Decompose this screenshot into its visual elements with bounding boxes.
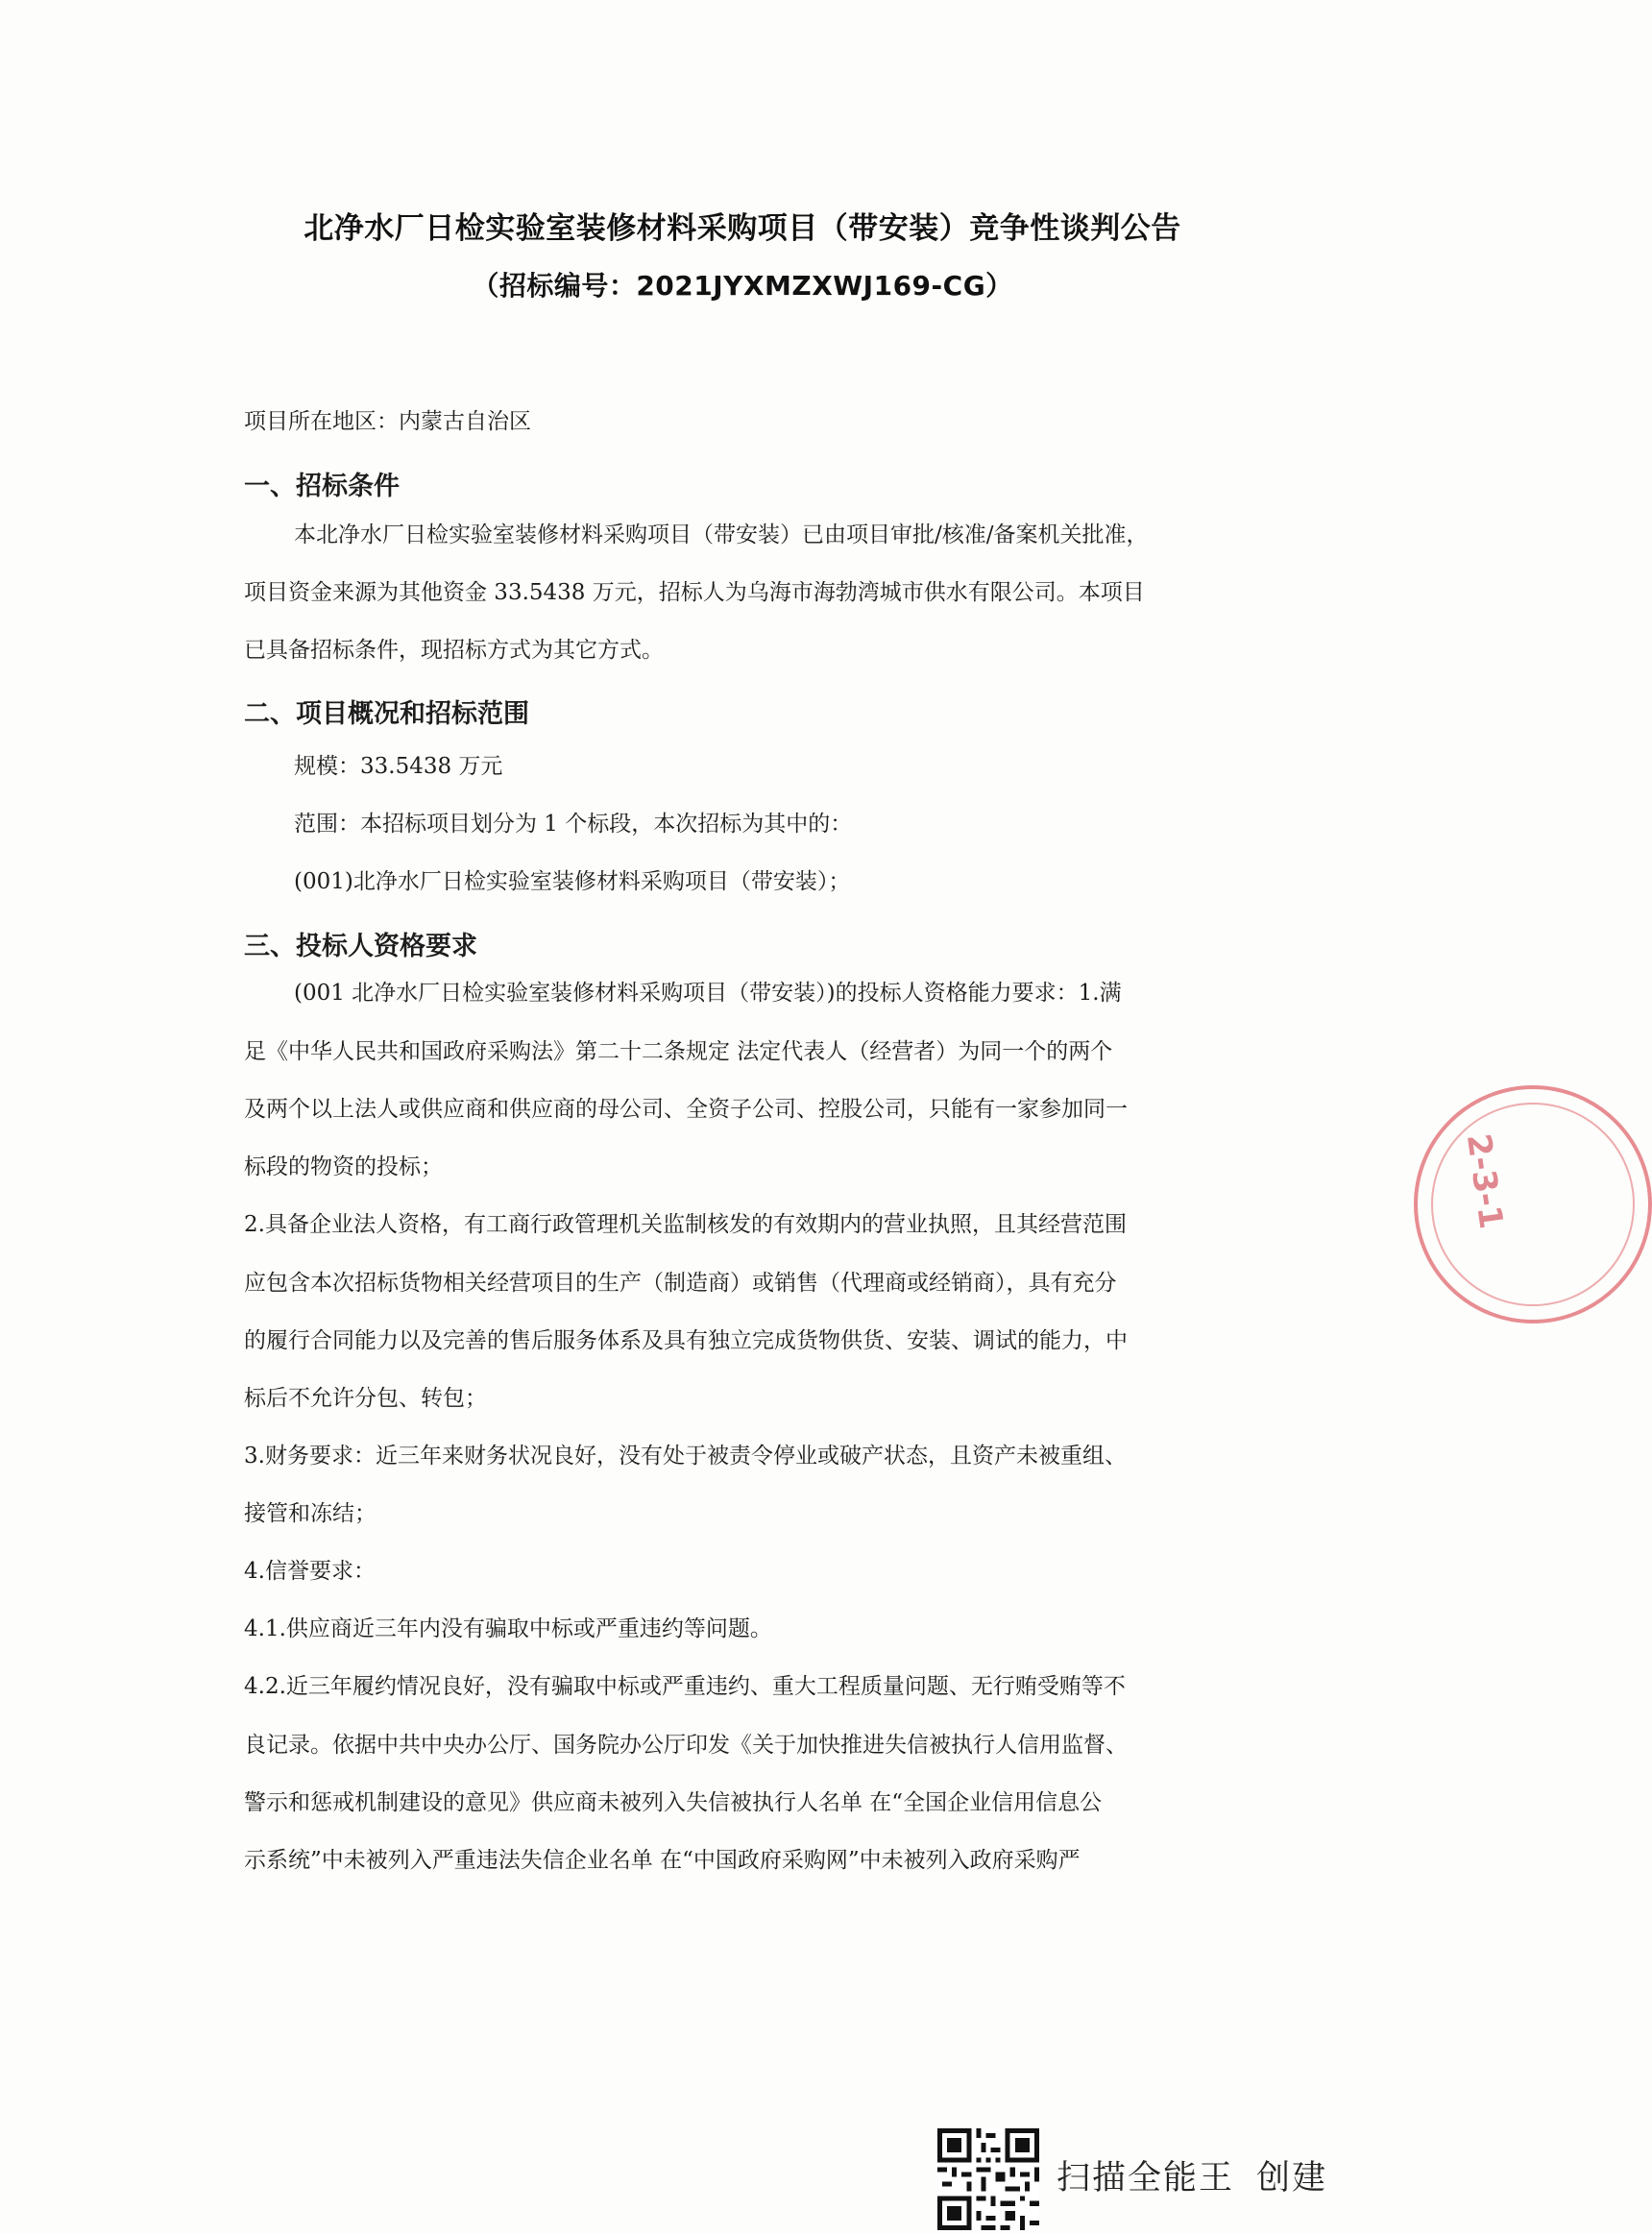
document-title: 北净水厂日检实验室装修材料采购项目（带安装）竞争性谈判公告 [304, 211, 1181, 246]
seal-text: 2-3-1 [1458, 1131, 1511, 1231]
section-1-line: 已具备招标条件，现招标方式为其它方式。 [244, 638, 664, 663]
section-3-line: 接管和冻结； [244, 1501, 377, 1526]
section-1-line: 本北净水厂日检实验室装修材料采购项目（带安装）已由项目审批/核准/备案机关批准， [294, 522, 1149, 547]
section-3-line: 示系统”中未被列入严重违法失信企业名单 在“中国政府采购网”中未被列入政府采购严 [244, 1848, 1081, 1873]
qr-code-icon [937, 2128, 1039, 2230]
scanner-watermark: 扫描全能王 创建 [1057, 2159, 1328, 2198]
tender-code: （招标编号：2021JYXMZXWJ169-CG） [472, 270, 1013, 302]
section-3-line: 标段的物资的投标； [244, 1154, 443, 1179]
section-3-line: 标后不允许分包、转包； [244, 1386, 487, 1411]
section-3-line: 应包含本次招标货物相关经营项目的生产（制造商）或销售（代理商或经销商），具有充分 [244, 1271, 1117, 1296]
section-3-line: 4.2.近三年履约情况良好，没有骗取中标或严重违约、重大工程质量问题、无行贿受贿等不 [244, 1674, 1126, 1699]
project-location: 项目所在地区：内蒙古自治区 [244, 409, 531, 434]
section-3-line: 4.1.供应商近三年内没有骗取中标或严重违约等问题。 [244, 1616, 772, 1641]
section-2-line: 规模：33.5438 万元 [294, 754, 503, 779]
section-heading-1: 一、招标条件 [244, 472, 400, 501]
section-3-line: 4.信誉要求： [244, 1559, 376, 1584]
section-heading-2: 二、项目概况和招标范围 [244, 699, 529, 729]
section-1-line: 项目资金来源为其他资金 33.5438 万元，招标人为乌海市海勃湾城市供水有限公司。本项目 [244, 580, 1145, 605]
section-2-line: (001)北净水厂日检实验室装修材料采购项目（带安装）； [294, 869, 851, 894]
section-heading-3: 三、投标人资格要求 [244, 932, 477, 961]
section-3-line: 3.财务要求：近三年来财务状况良好，没有处于被责令停业或破产状态，且资产未被重组、 [244, 1444, 1127, 1469]
section-3-line: 警示和惩戒机制建设的意见》供应商未被列入失信被执行人名单 在“全国企业信用信息公 [244, 1790, 1103, 1815]
section-3-line: 及两个以上法人或供应商和供应商的母公司、全资子公司、控股公司，只能有一家参加同一 [244, 1097, 1128, 1122]
section-2-line: 范围：本招标项目划分为 1 个标段，本次招标为其中的： [294, 812, 853, 837]
section-3-line: 的履行合同能力以及完善的售后服务体系及具有独立完成货物供货、安装、调试的能力，中 [244, 1328, 1128, 1353]
section-3-line: 足《中华人民共和国政府采购法》第二十二条规定 法定代表人（经营者）为同一个的两个 [244, 1039, 1113, 1064]
official-seal [1414, 1085, 1652, 1323]
section-3-line: (001 北净水厂日检实验室装修材料采购项目（带安装）)的投标人资格能力要求：1.满 [294, 981, 1122, 1006]
section-3-line: 2.具备企业法人资格，有工商行政管理机关监制核发的有效期内的营业执照，且其经营范围 [244, 1212, 1127, 1237]
section-3-line: 良记录。依据中共中央办公厅、国务院办公厅印发《关于加快推进失信被执行人信用监督、 [244, 1733, 1128, 1758]
